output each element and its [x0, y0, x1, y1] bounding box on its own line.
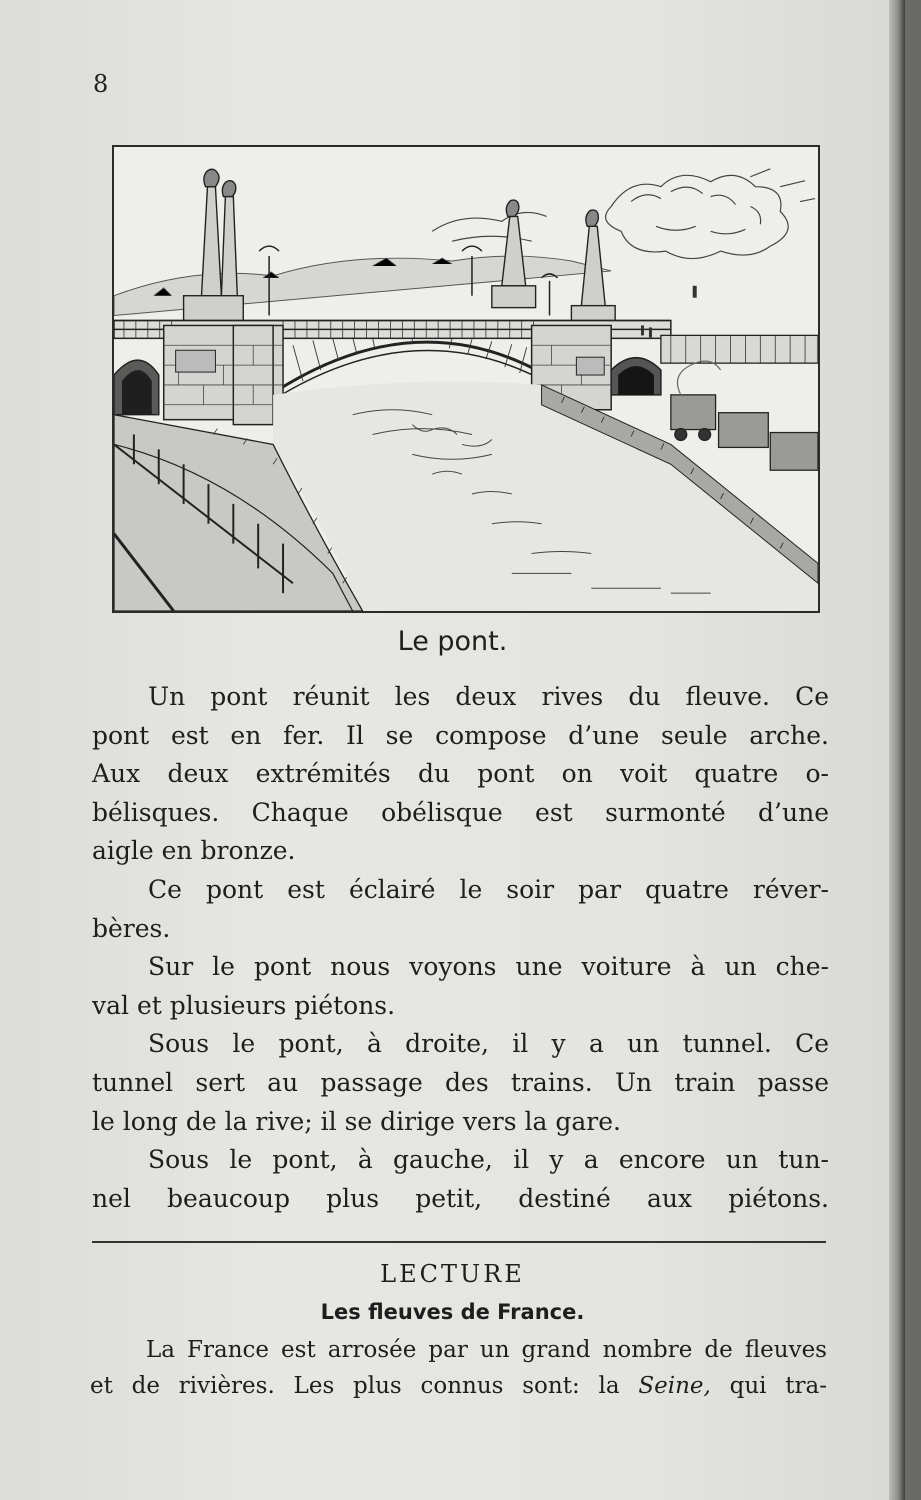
reading-line: La France est arrosée par un grand nombre de fleuves: [146, 1337, 827, 1363]
text-line: Sur le pont nous voyons une voiture à un che-: [148, 952, 829, 982]
text-line: Un pont réunit les deux rives du fleuve. Ce: [148, 682, 829, 711]
text-line: Sous le pont, à droite, il y a un tunnel. Ce: [148, 1029, 829, 1059]
reading-line-end: qui tra-: [710, 1372, 827, 1399]
reading-line: [90, 1369, 827, 1405]
reading-text: [90, 1333, 827, 1404]
reading-title: Les fleuves de France.: [320, 1300, 585, 1324]
page-number: 8: [93, 70, 109, 98]
text-line: tunnel sert au passage des trains. Un train passe: [92, 1067, 829, 1097]
body-text: [92, 678, 829, 1218]
page-edge: [889, 0, 905, 1500]
reading-line-start: et de rivières. Les plus connus sont: la: [90, 1372, 639, 1399]
text-line: le long de la rive; il se dirige vers la gare.: [92, 1106, 621, 1136]
text-line: bères.: [92, 913, 171, 943]
seine-name: Seine,: [638, 1372, 711, 1399]
text-line: aigle en bronze.: [92, 836, 296, 866]
text-line: pont est en fer. Il se compose d’une seule arche.: [92, 720, 829, 750]
text-line: Aux deux extrémités du pont on voit quatre o-: [92, 759, 829, 789]
text-line: val et plusieurs piétons.: [92, 990, 396, 1020]
text-line: nel beaucoup plus petit, destiné aux piétons.: [92, 1183, 829, 1213]
text-line: bélisques. Chaque obélisque est surmonté d’une: [92, 797, 829, 827]
bridge-drawing: [114, 147, 818, 611]
text-line: Sous le pont, à gauche, il y a encore un tun-: [148, 1145, 829, 1175]
bridge-illustration: [112, 145, 820, 613]
figure-caption: Le pont.: [397, 626, 508, 657]
text-line: Ce pont est éclairé le soir par quatre réver-: [148, 874, 829, 904]
section-divider: [92, 1241, 826, 1243]
reading-heading: LECTURE: [380, 1260, 525, 1288]
